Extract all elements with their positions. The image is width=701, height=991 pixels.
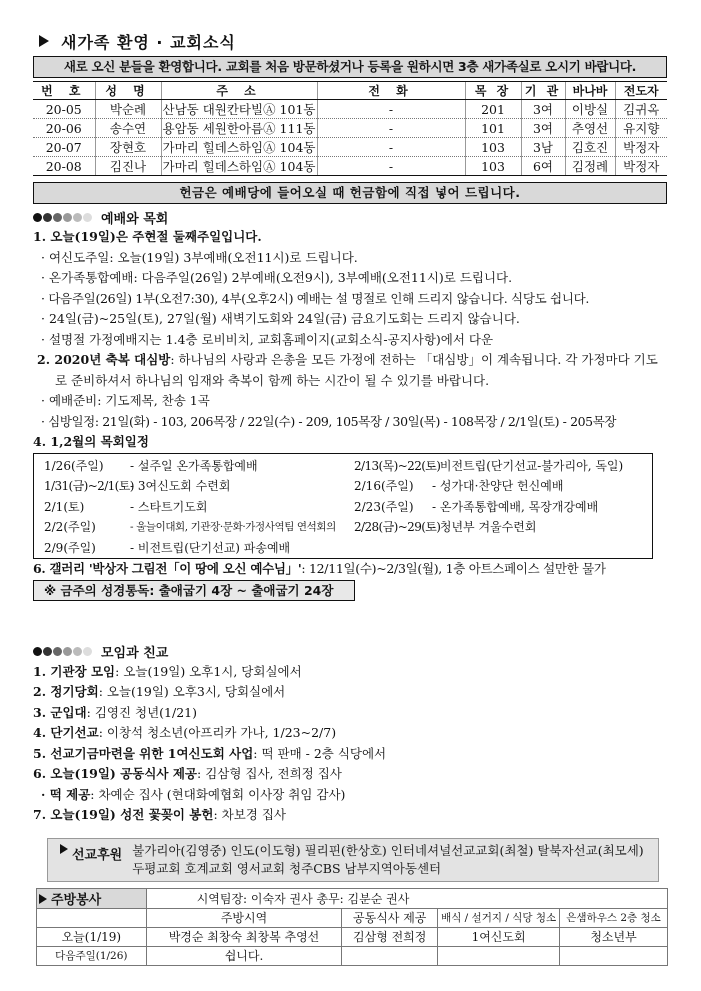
fellowship-item: 5. 선교기금마련을 위한 1여신도회 사업: 떡 판매 - 2층 식당에서 bbox=[33, 745, 387, 761]
kitchen-leader-info: 시역팀장: 이숙자 권사 총무: 김분순 권사 bbox=[146, 888, 667, 908]
schedule-entry: 2/2(주일) - 울늘이대회, 기관장·문화·가정사역팀 연석회의 bbox=[44, 520, 336, 534]
schedule-entry: 2/16(주일) - 성가대·찬양단 헌신예배 bbox=[354, 479, 564, 493]
mission-support-box bbox=[47, 838, 659, 882]
kitchen-header-row bbox=[37, 888, 668, 908]
fellowship-item: 1. 기관장 모임: 오늘(19일) 오후1시, 당회실에서 bbox=[33, 663, 302, 679]
newcomer-table bbox=[33, 81, 667, 176]
schedule-entry: 2/23(주일) - 온가족통합예배, 목장개강예배 bbox=[354, 499, 599, 514]
mission-support-list: 불가리아(김영중) 인도(이도형) 필리핀(한상호) 인터네셔널선교교회(최철) 탈북자선교(최모세) 두평교회 호계교회 영서교회 청주CBS 남부지역아동센터 bbox=[132, 842, 644, 876]
worship-item-4: 4. 1,2월의 목회일정 bbox=[33, 434, 149, 449]
col-header-evangelist: 전도자 bbox=[615, 82, 667, 100]
fellowship-item: 7. 오늘(19일) 성전 꽃꽂이 봉헌: 차보경 집사 bbox=[33, 807, 286, 822]
fellowship-section-title: 모임과 친교 bbox=[33, 642, 667, 662]
kitchen-service-label: 주방봉사 bbox=[37, 888, 147, 908]
col-header-barnabas: 바나바 bbox=[565, 82, 615, 100]
worship-item-1d: · 24일(금)~25일(토), 27일(월) 새벽기도회와 24일(금) 금요기도회는 드리지 않습니다. bbox=[41, 311, 520, 326]
col-header-phone: 전 화 bbox=[317, 82, 465, 100]
schedule-entry: 2/1(토) - 스타트기도회 bbox=[44, 499, 208, 514]
worship-item-1a: · 여신도주일: 오늘(19일) 3부예배(오전11시)로 드립니다. bbox=[41, 249, 358, 265]
worship-item-2: 2. 2020년 축복 대심방: 하나님의 사랑과 은총을 모든 가정에 전하는 「대심방」이 계속됩니다. 각 가정마다 기도로 준비하셔서 하나님의 임재와 축복이 함께 하는 시간이 될 수 있기를 바랍니다. bbox=[37, 352, 658, 388]
table-row: 20-06 송수연 용암동 세원한아름Ⓐ 111동 - 101 3여 추영선 유지향 bbox=[33, 119, 667, 138]
table-row: 20-05 박순례 산남동 대원칸타빌Ⓐ 101동 - 201 3여 이방실 김귀옥 bbox=[33, 100, 667, 119]
kitchen-col-header-row: 주방시역 공동식사 제공 배식 / 설거지 / 식당 청소 은샘하우스 2층 청소 bbox=[37, 908, 668, 927]
newcomer-table-header bbox=[33, 82, 667, 100]
worship-item-2b: · 심방일정: 21일(화) - 103, 206목장 / 22일(수) - 209, 105목장 / 30일(목) - 108목장 / 2/1일(토) - 205목장 bbox=[41, 413, 617, 429]
col-header-name: 성 명 bbox=[95, 82, 161, 100]
pastoral-schedule-box bbox=[33, 453, 653, 560]
fellowship-item: 6. 오늘(19일) 공동식사 제공: 김삼형 집사, 전희정 집사 bbox=[33, 766, 342, 781]
fellowship-item: 2. 정기당회: 오늘(19일) 오후3시, 당회실에서 bbox=[33, 684, 286, 699]
schedule-entry: 2/28(금)~29(토) - 청년부 겨울수련회 bbox=[354, 520, 537, 534]
col-header-org: 기 관 bbox=[521, 82, 565, 100]
worship-item-1e: · 설명절 가정예배지는 1.4층 로비비치, 교회홈페이지(교회소식-공지사항)에서 다운 bbox=[41, 331, 494, 347]
schedule-entry: 1/31(금)~2/1(토) - 3여신도회 수련회 bbox=[44, 479, 231, 493]
col-header-group: 목 장 bbox=[465, 82, 521, 100]
dots-bullet-icon bbox=[33, 647, 93, 656]
col-header-number: 번 호 bbox=[33, 82, 95, 100]
bible-reading-box: ※ 금주의 성경통독: 출애굽기 4장 ~ 출애굽기 24장 bbox=[33, 580, 355, 601]
col-header-address: 주 소 bbox=[161, 82, 317, 100]
offering-notice-banner: 헌금은 예배당에 들어오실 때 헌금함에 직접 넣어 드립니다. bbox=[33, 182, 667, 204]
schedule-entry: 2/13(목)~22(토) - 비전트립(단기선교-불가리아, 독일) bbox=[354, 458, 624, 473]
schedule-right-column bbox=[354, 456, 646, 559]
dots-bullet-icon bbox=[33, 213, 93, 222]
bulletin-page bbox=[33, 30, 667, 966]
worship-item-1: 1. 오늘(19일)은 주현절 둘째주일입니다. bbox=[33, 229, 262, 244]
table-row: 20-08 김진나 가마리 힐데스하임Ⓐ 104동 - 103 6여 김정례 박정자 bbox=[33, 157, 667, 176]
triangle-bullet-icon bbox=[60, 844, 68, 854]
worship-item-2a: · 예배준비: 기도제목, 찬송 1곡 bbox=[41, 393, 210, 408]
worship-section-title: 예배와 목회 bbox=[33, 207, 667, 227]
schedule-entry: 2/9(주일) - 비전트립(단기선교) 파송예배 bbox=[44, 540, 291, 555]
triangle-bullet-icon bbox=[39, 35, 49, 47]
fellowship-item: 3. 군입대: 김영진 청년(1/21) bbox=[33, 704, 197, 720]
newcomer-section-title: 새가족 환영 · 교회소식 bbox=[33, 30, 667, 52]
table-row: 20-07 장현호 가마리 힐데스하임Ⓐ 104동 - 103 3남 김호진 박정자 bbox=[33, 138, 667, 157]
worship-item-1b: · 온가족통합예배: 다음주일(26일) 2부예배(오전9시), 3부예배(오전11시)로 드립니다. bbox=[41, 270, 513, 285]
fellowship-item: 4. 단기선교: 이창석 청소년(아프리카 가나, 1/23~2/7) bbox=[33, 725, 337, 740]
table-row: 다음주일(1/26) 쉽니다. bbox=[37, 946, 668, 965]
table-row: 오늘(1/19) 박경순 최창숙 최창복 추영선 김삼형 전희정 1여신도회 청소년부 bbox=[37, 927, 668, 946]
worship-item-1c: · 다음주일(26일) 1부(오전7:30), 4부(오후2시) 예배는 설 명절로 인해 드리지 않습니다. 식당도 쉽니다. bbox=[41, 290, 590, 306]
kitchen-service-table bbox=[36, 888, 668, 966]
newcomer-welcome-banner: 새로 오신 분들을 환영합니다. 교회를 처음 방문하셨거나 등록을 원하시면 3층 새가족실로 오시기 바랍니다. bbox=[33, 56, 667, 78]
mission-support-label: 선교후원 bbox=[54, 842, 122, 878]
fellowship-item: · 떡 제공: 차예순 집사 (현대화예협회 이사장 취임 감사) bbox=[41, 786, 346, 802]
triangle-bullet-icon bbox=[39, 894, 47, 904]
schedule-entry: 1/26(주일) - 설주일 온가족통합예배 bbox=[44, 458, 258, 473]
worship-item-6: 6. 갤러리 '박상자 그림전「이 땅에 오신 예수님」': 12/11일(수)~2/3일(월), 1층 아트스페이스 설만한 물가 bbox=[33, 561, 606, 576]
schedule-left-column bbox=[44, 456, 354, 559]
